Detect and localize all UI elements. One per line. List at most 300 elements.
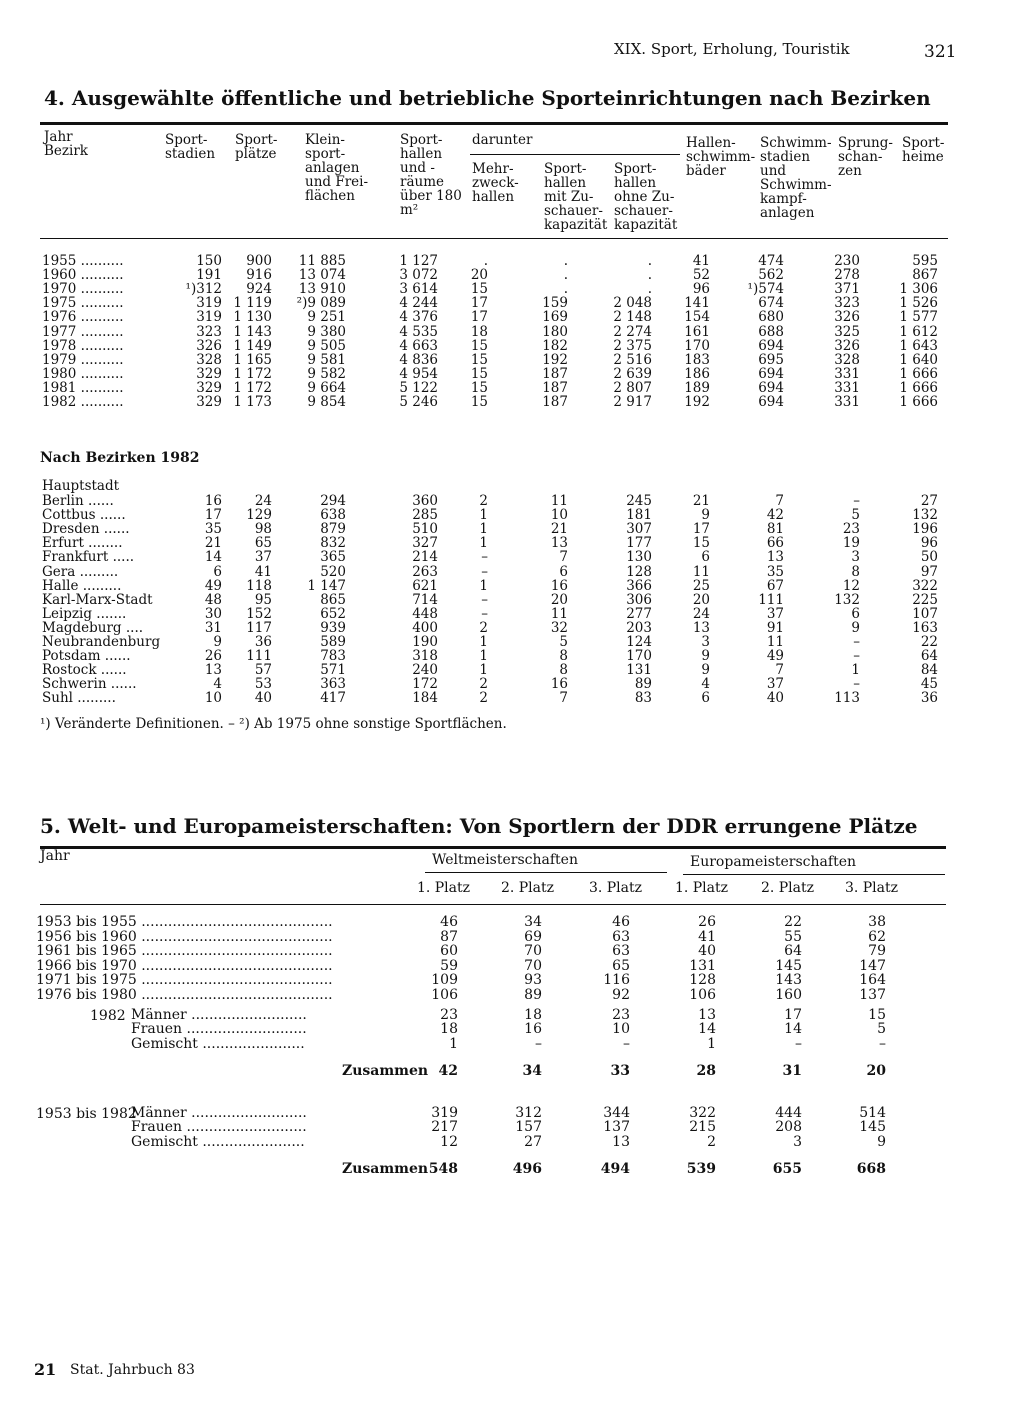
table-cell: 1 577 bbox=[899, 309, 938, 326]
table4-subheading: Nach Bezirken 1982 bbox=[40, 450, 200, 466]
table-cell: 2 516 bbox=[613, 351, 652, 368]
table-cell: 7 bbox=[559, 549, 568, 566]
table-cell: – bbox=[481, 563, 488, 580]
row-label: 1980 .......... bbox=[42, 365, 124, 382]
table-cell: 694 bbox=[758, 337, 784, 354]
table-cell: 111 bbox=[758, 591, 784, 608]
table-cell: 328 bbox=[196, 351, 222, 368]
row-label: Leipzig ....... bbox=[42, 605, 127, 622]
table-cell: 20 bbox=[866, 1063, 886, 1079]
table-cell: 326 bbox=[834, 337, 860, 354]
table-cell: 4 bbox=[701, 676, 710, 693]
row-label: 1976 .......... bbox=[42, 309, 124, 326]
table-cell: 34 bbox=[522, 1063, 542, 1079]
table-cell: 326 bbox=[196, 337, 222, 354]
table-cell: – bbox=[853, 676, 860, 693]
table5-europa-rule bbox=[683, 874, 945, 875]
table-cell: 1 306 bbox=[899, 281, 938, 298]
table-cell: 638 bbox=[320, 507, 346, 524]
table-cell: 129 bbox=[246, 507, 272, 524]
table-cell: 621 bbox=[412, 577, 438, 594]
row-label: 1953 bis 1955 ........................................... bbox=[36, 914, 333, 930]
table-row bbox=[0, 649, 1024, 663]
table-cell: 1 bbox=[479, 577, 488, 594]
table-cell: 3 bbox=[793, 1133, 802, 1150]
table-cell: 17 bbox=[470, 295, 488, 312]
table-cell: 52 bbox=[692, 267, 710, 284]
table-row bbox=[0, 1135, 1024, 1149]
table-cell: 24 bbox=[692, 605, 710, 622]
table-row bbox=[0, 1022, 1024, 1036]
table-cell: 328 bbox=[834, 351, 860, 368]
table-cell: 87 bbox=[440, 928, 458, 945]
table-cell: 4 535 bbox=[399, 323, 438, 340]
table-cell: 9 bbox=[851, 619, 860, 636]
table-cell: 5 bbox=[851, 507, 860, 524]
table-cell: 11 885 bbox=[298, 253, 346, 269]
table-cell: 714 bbox=[412, 591, 438, 608]
table-cell: 1 172 bbox=[233, 365, 272, 382]
table-cell: 15 bbox=[470, 351, 488, 368]
table-cell: 164 bbox=[859, 972, 886, 989]
table-cell: 132 bbox=[834, 591, 860, 608]
table4-col-sportheime: Sport- heime bbox=[902, 135, 945, 165]
table-cell: 548 bbox=[428, 1161, 458, 1177]
table-cell: 9 bbox=[213, 634, 222, 650]
table-cell: 939 bbox=[320, 619, 346, 636]
table-cell: 319 bbox=[431, 1105, 458, 1121]
table-cell: 17 bbox=[784, 1007, 802, 1023]
table-cell: 69 bbox=[524, 928, 542, 945]
table-row bbox=[0, 635, 1024, 649]
row-label: 1981 .......... bbox=[42, 379, 124, 396]
table-cell: 325 bbox=[834, 323, 860, 340]
table-cell: 124 bbox=[626, 634, 652, 650]
table-cell: 1 bbox=[479, 535, 488, 552]
table-cell: 5 246 bbox=[399, 394, 438, 410]
table-cell: 366 bbox=[626, 577, 652, 594]
table-cell: 97 bbox=[920, 563, 938, 580]
table-cell: 177 bbox=[626, 535, 652, 552]
table4-col-kleinsport: Klein- sport- anlagen und Frei- flächen bbox=[305, 132, 369, 204]
table-cell: 322 bbox=[912, 577, 938, 594]
table-cell: 9 854 bbox=[307, 394, 346, 410]
row-label: 1955 .......... bbox=[42, 253, 124, 269]
table-cell: 214 bbox=[412, 549, 438, 566]
table-cell: 1 149 bbox=[233, 337, 272, 354]
table-cell: 192 bbox=[542, 351, 568, 368]
table-cell: 113 bbox=[834, 690, 860, 707]
table-cell: 1 bbox=[449, 1035, 458, 1052]
table-cell: 867 bbox=[912, 267, 938, 284]
row-label: 1961 bis 1965 ........................................... bbox=[36, 943, 333, 960]
table-cell: 17 bbox=[470, 309, 488, 326]
row-label: Neubrandenburg bbox=[42, 634, 161, 650]
table-row bbox=[0, 1120, 1024, 1134]
row-label: Frauen ........................... bbox=[131, 1119, 307, 1136]
table-row bbox=[0, 565, 1024, 579]
table-cell: 48 bbox=[204, 591, 222, 608]
table-cell: 70 bbox=[524, 957, 542, 974]
table-cell: ¹)574 bbox=[747, 281, 784, 298]
table-cell: 38 bbox=[868, 914, 886, 930]
table-cell: 2 917 bbox=[613, 394, 652, 410]
table-cell: – bbox=[535, 1035, 542, 1052]
table-cell: 41 bbox=[698, 928, 716, 945]
table-row bbox=[0, 607, 1024, 621]
table5-top-rule bbox=[40, 846, 946, 849]
table-cell: 190 bbox=[412, 634, 438, 650]
table-cell: 15 bbox=[692, 535, 710, 552]
table-cell: 1 666 bbox=[899, 365, 938, 382]
table-cell: 131 bbox=[689, 957, 716, 974]
table-cell: 60 bbox=[440, 943, 458, 960]
table-cell: 11 bbox=[766, 634, 784, 650]
table-cell: 14 bbox=[784, 1021, 802, 1038]
table-cell: 832 bbox=[320, 535, 346, 552]
row-label: Zusammen bbox=[342, 1063, 429, 1079]
table5-group-europa: Europameisterschaften bbox=[690, 854, 856, 870]
table-cell: 137 bbox=[859, 987, 886, 1003]
table-cell: 2 807 bbox=[613, 379, 652, 396]
table-cell: 9 bbox=[701, 662, 710, 679]
table4-top-rule bbox=[40, 122, 948, 125]
table-row bbox=[0, 1037, 1024, 1051]
table-row bbox=[0, 339, 1024, 353]
table-cell: 1 119 bbox=[233, 295, 272, 312]
table-cell: 9 581 bbox=[307, 351, 346, 368]
table-cell: 18 bbox=[440, 1021, 458, 1038]
year-1982-label: 1982 bbox=[90, 1008, 126, 1024]
table-cell: 1 bbox=[479, 634, 488, 650]
table-cell: . bbox=[563, 281, 568, 298]
table-cell: 65 bbox=[254, 535, 272, 552]
table-cell: 208 bbox=[775, 1119, 802, 1136]
table-cell: 50 bbox=[920, 549, 938, 566]
table-cell: 13 bbox=[204, 662, 222, 679]
table-cell: 4 663 bbox=[399, 337, 438, 354]
table-cell: – bbox=[623, 1035, 630, 1052]
row-label: Gemischt ....................... bbox=[131, 1133, 305, 1150]
table-cell: 128 bbox=[626, 563, 652, 580]
table-cell: 182 bbox=[542, 337, 568, 354]
table-cell: 95 bbox=[254, 591, 272, 608]
table-cell: 63 bbox=[612, 928, 630, 945]
table-cell: 10 bbox=[612, 1021, 630, 1038]
table-cell: 96 bbox=[920, 535, 938, 552]
table-cell: 191 bbox=[196, 267, 222, 284]
table5-subcol-header: 3. Platz bbox=[588, 880, 642, 896]
table-cell: 15 bbox=[470, 379, 488, 396]
table-cell: 6 bbox=[701, 690, 710, 707]
table-cell: 1 173 bbox=[233, 394, 272, 410]
table4-col-sportplaetze: Sport- plätze bbox=[235, 132, 278, 162]
table-cell: 21 bbox=[204, 535, 222, 552]
table-cell: 83 bbox=[634, 690, 652, 707]
table-cell: 6 bbox=[213, 563, 222, 580]
table-cell: 13 bbox=[698, 1007, 716, 1023]
table-cell: 695 bbox=[758, 351, 784, 368]
table-cell: 17 bbox=[692, 521, 710, 538]
table-cell: 150 bbox=[196, 253, 222, 269]
table-cell: 225 bbox=[912, 591, 938, 608]
row-label: 1982 .......... bbox=[42, 394, 124, 410]
table-cell: 170 bbox=[684, 337, 710, 354]
table-cell: 319 bbox=[196, 309, 222, 326]
row-label: Männer .......................... bbox=[131, 1105, 307, 1121]
table-row bbox=[0, 579, 1024, 593]
table-cell: 1 bbox=[479, 507, 488, 524]
table5-group-welt: Weltmeisterschaften bbox=[432, 852, 578, 868]
table-cell: 118 bbox=[246, 577, 272, 594]
table-cell: 172 bbox=[412, 676, 438, 693]
table-cell: 2 274 bbox=[613, 323, 652, 340]
table4-col-mit: Sport- hallen mit Zu- schauer- kapazität bbox=[544, 161, 608, 233]
row-label: Frankfurt ..... bbox=[42, 549, 135, 566]
table-cell: 360 bbox=[412, 493, 438, 509]
table-cell: 307 bbox=[626, 521, 652, 538]
table-cell: 15 bbox=[470, 394, 488, 410]
table-cell: 26 bbox=[698, 914, 716, 930]
table-cell: 694 bbox=[758, 394, 784, 410]
table-cell: 8 bbox=[559, 662, 568, 679]
table-row bbox=[0, 973, 1024, 987]
table-cell: – bbox=[853, 648, 860, 665]
table-cell: 9 251 bbox=[307, 309, 346, 326]
table-cell: 111 bbox=[246, 648, 272, 665]
table-cell: 15 bbox=[868, 1007, 886, 1023]
table4-title: 4. Ausgewählte öffentliche und betriebliche Sporteinrichtungen nach Bezirken bbox=[44, 86, 931, 110]
table-cell: 4 376 bbox=[399, 309, 438, 326]
table-cell: 64 bbox=[920, 648, 938, 665]
table-cell: 331 bbox=[834, 365, 860, 382]
table-cell: 12 bbox=[842, 577, 860, 594]
table-row bbox=[0, 944, 1024, 958]
table-cell: 3 bbox=[701, 634, 710, 650]
table-cell: 21 bbox=[550, 521, 568, 538]
table-cell: 655 bbox=[772, 1161, 802, 1177]
table-cell: 30 bbox=[204, 605, 222, 622]
row-label: 1978 .......... bbox=[42, 337, 124, 354]
table-cell: 2 148 bbox=[613, 309, 652, 326]
table-row bbox=[0, 691, 1024, 705]
table4-darunter-rule bbox=[470, 154, 680, 155]
table-cell: 3 614 bbox=[399, 281, 438, 298]
table-cell: 277 bbox=[626, 605, 652, 622]
table-cell: 539 bbox=[686, 1161, 716, 1177]
table-cell: 13 bbox=[692, 619, 710, 636]
table-cell: 70 bbox=[524, 943, 542, 960]
table-cell: 7 bbox=[775, 493, 784, 509]
table-cell: 181 bbox=[626, 507, 652, 524]
table-cell: 24 bbox=[254, 493, 272, 509]
table-cell: 16 bbox=[204, 493, 222, 509]
table-cell: 66 bbox=[766, 535, 784, 552]
table-cell: 900 bbox=[246, 253, 272, 269]
table-cell: 263 bbox=[412, 563, 438, 580]
table-cell: 46 bbox=[440, 914, 458, 930]
table-cell: 2 639 bbox=[613, 365, 652, 382]
table-cell: 688 bbox=[758, 323, 784, 340]
table-cell: 169 bbox=[542, 309, 568, 326]
table-cell: 318 bbox=[412, 648, 438, 665]
table-cell: 6 bbox=[701, 549, 710, 566]
table-cell: 331 bbox=[834, 379, 860, 396]
table-cell: 285 bbox=[412, 507, 438, 524]
table-cell: 159 bbox=[542, 295, 568, 312]
row-label: Berlin ...... bbox=[42, 493, 114, 509]
table-cell: 17 bbox=[204, 507, 222, 524]
table-cell: 1 143 bbox=[233, 323, 272, 340]
table-row bbox=[0, 508, 1024, 522]
row-label: Gemischt ....................... bbox=[131, 1035, 305, 1052]
table5-col-jahr: Jahr bbox=[40, 848, 70, 864]
table-cell: 16 bbox=[550, 676, 568, 693]
table-cell: 562 bbox=[758, 267, 784, 284]
table-cell: 916 bbox=[246, 267, 272, 284]
footer-page-ref: 21 bbox=[34, 1360, 57, 1379]
table-cell: 1 165 bbox=[233, 351, 272, 368]
table-cell: 15 bbox=[470, 365, 488, 382]
table-row bbox=[0, 353, 1024, 367]
table-cell: – bbox=[853, 634, 860, 650]
table4-header-rule bbox=[40, 238, 948, 239]
table4-col-mehrzweck: Mehr- zweck- hallen bbox=[472, 161, 519, 205]
table-cell: 92 bbox=[612, 987, 630, 1003]
row-label: 1971 bis 1975 ........................................... bbox=[36, 972, 333, 989]
table-cell: 6 bbox=[559, 563, 568, 580]
table-cell: 1 666 bbox=[899, 379, 938, 396]
row-label: Dresden ...... bbox=[42, 521, 130, 538]
table-cell: 1 640 bbox=[899, 351, 938, 368]
table-cell: 668 bbox=[856, 1161, 886, 1177]
table5-subcol-header: 3. Platz bbox=[844, 880, 898, 896]
table-cell: 323 bbox=[834, 295, 860, 312]
row-label: Magdeburg .... bbox=[42, 619, 144, 636]
row-label: 1966 bis 1970 ........................................... bbox=[36, 957, 333, 974]
row-label: Cottbus ...... bbox=[42, 507, 126, 524]
table-cell: 11 bbox=[550, 605, 568, 622]
table4-col-hallenschwimm: Hallen- schwimm- bäder bbox=[686, 135, 756, 179]
table-cell: 145 bbox=[775, 957, 802, 974]
table-cell: 1 526 bbox=[899, 295, 938, 312]
table-cell: – bbox=[853, 493, 860, 509]
table-cell: . bbox=[647, 253, 652, 269]
table-cell: 192 bbox=[684, 394, 710, 410]
table-cell: 186 bbox=[684, 365, 710, 382]
table-cell: 474 bbox=[758, 253, 784, 269]
table-cell: 109 bbox=[431, 972, 458, 989]
table-cell: 7 bbox=[775, 662, 784, 679]
table-cell: 42 bbox=[438, 1063, 458, 1079]
table-cell: 245 bbox=[626, 493, 652, 509]
row-label: 1976 bis 1980 ........................................... bbox=[36, 987, 333, 1003]
table-cell: 27 bbox=[524, 1133, 542, 1150]
table5-welt-rule bbox=[425, 872, 667, 873]
table-cell: 13 910 bbox=[298, 281, 346, 298]
table-cell: 694 bbox=[758, 365, 784, 382]
table-cell: 16 bbox=[550, 577, 568, 594]
table-cell: 107 bbox=[912, 605, 938, 622]
table-cell: 694 bbox=[758, 379, 784, 396]
running-header: XIX. Sport, Erholung, Touristik bbox=[614, 40, 850, 58]
table-cell: – bbox=[481, 549, 488, 566]
table-cell: 294 bbox=[320, 493, 346, 509]
table-cell: 652 bbox=[320, 605, 346, 622]
table-cell: 879 bbox=[320, 521, 346, 538]
table-cell: 161 bbox=[684, 323, 710, 340]
table-row bbox=[0, 593, 1024, 607]
table-cell: 152 bbox=[246, 605, 272, 622]
table-cell: 1 643 bbox=[899, 337, 938, 354]
table-cell: 12 bbox=[440, 1133, 458, 1150]
table-cell: 329 bbox=[196, 365, 222, 382]
table-row bbox=[0, 494, 1024, 508]
row-label: 1960 .......... bbox=[42, 267, 124, 284]
table-cell: 7 bbox=[559, 690, 568, 707]
table-cell: 9 bbox=[701, 507, 710, 524]
table-cell: 23 bbox=[612, 1007, 630, 1023]
row-label: Frauen ........................... bbox=[131, 1021, 307, 1038]
table-cell: 924 bbox=[246, 281, 272, 298]
table-cell: 203 bbox=[626, 619, 652, 636]
table-cell: 64 bbox=[784, 943, 802, 960]
table-cell: – bbox=[795, 1035, 802, 1052]
table-row bbox=[0, 282, 1024, 296]
table-cell: 329 bbox=[196, 394, 222, 410]
table-cell: 117 bbox=[246, 619, 272, 636]
table-cell: 170 bbox=[626, 648, 652, 665]
row-label: 1975 .......... bbox=[42, 295, 124, 312]
table-cell: 312 bbox=[515, 1105, 542, 1121]
table-cell: 189 bbox=[684, 379, 710, 396]
table-cell: 187 bbox=[542, 365, 568, 382]
table-cell: 106 bbox=[689, 987, 716, 1003]
table-cell: 217 bbox=[431, 1119, 458, 1136]
table-cell: 680 bbox=[758, 309, 784, 326]
table-cell: 5 bbox=[877, 1021, 886, 1038]
table-cell: 23 bbox=[842, 521, 860, 538]
row-label: 1979 .......... bbox=[42, 351, 124, 368]
table-cell: 371 bbox=[834, 281, 860, 298]
table-cell: 187 bbox=[542, 379, 568, 396]
table-cell: 141 bbox=[684, 295, 710, 312]
table5-subcol-header: 1. Platz bbox=[674, 880, 728, 896]
table-cell: 571 bbox=[320, 662, 346, 679]
table-cell: 42 bbox=[766, 507, 784, 524]
table-cell: 323 bbox=[196, 323, 222, 340]
table-cell: 2 bbox=[479, 676, 488, 693]
table-cell: 79 bbox=[868, 943, 886, 960]
page-number: 321 bbox=[924, 42, 957, 62]
table4-col-bezirk: Bezirk bbox=[44, 143, 88, 159]
table-cell: 116 bbox=[603, 972, 630, 989]
table-row bbox=[0, 988, 1024, 1002]
table-cell: 9 380 bbox=[307, 323, 346, 340]
table-cell: 53 bbox=[254, 676, 272, 693]
table-cell: 154 bbox=[684, 309, 710, 326]
table-row bbox=[0, 536, 1024, 550]
table-cell: 81 bbox=[766, 521, 784, 538]
table-cell: 37 bbox=[254, 549, 272, 566]
table5-title: 5. Welt- und Europameisterschaften: Von Sportlern der DDR errungene Plätze bbox=[40, 814, 918, 838]
table-cell: 1 172 bbox=[233, 379, 272, 396]
table-cell: 33 bbox=[610, 1063, 630, 1079]
table-cell: – bbox=[481, 591, 488, 608]
table-cell: 16 bbox=[524, 1021, 542, 1038]
table-row bbox=[0, 1162, 1024, 1176]
table-cell: 2 bbox=[479, 690, 488, 707]
